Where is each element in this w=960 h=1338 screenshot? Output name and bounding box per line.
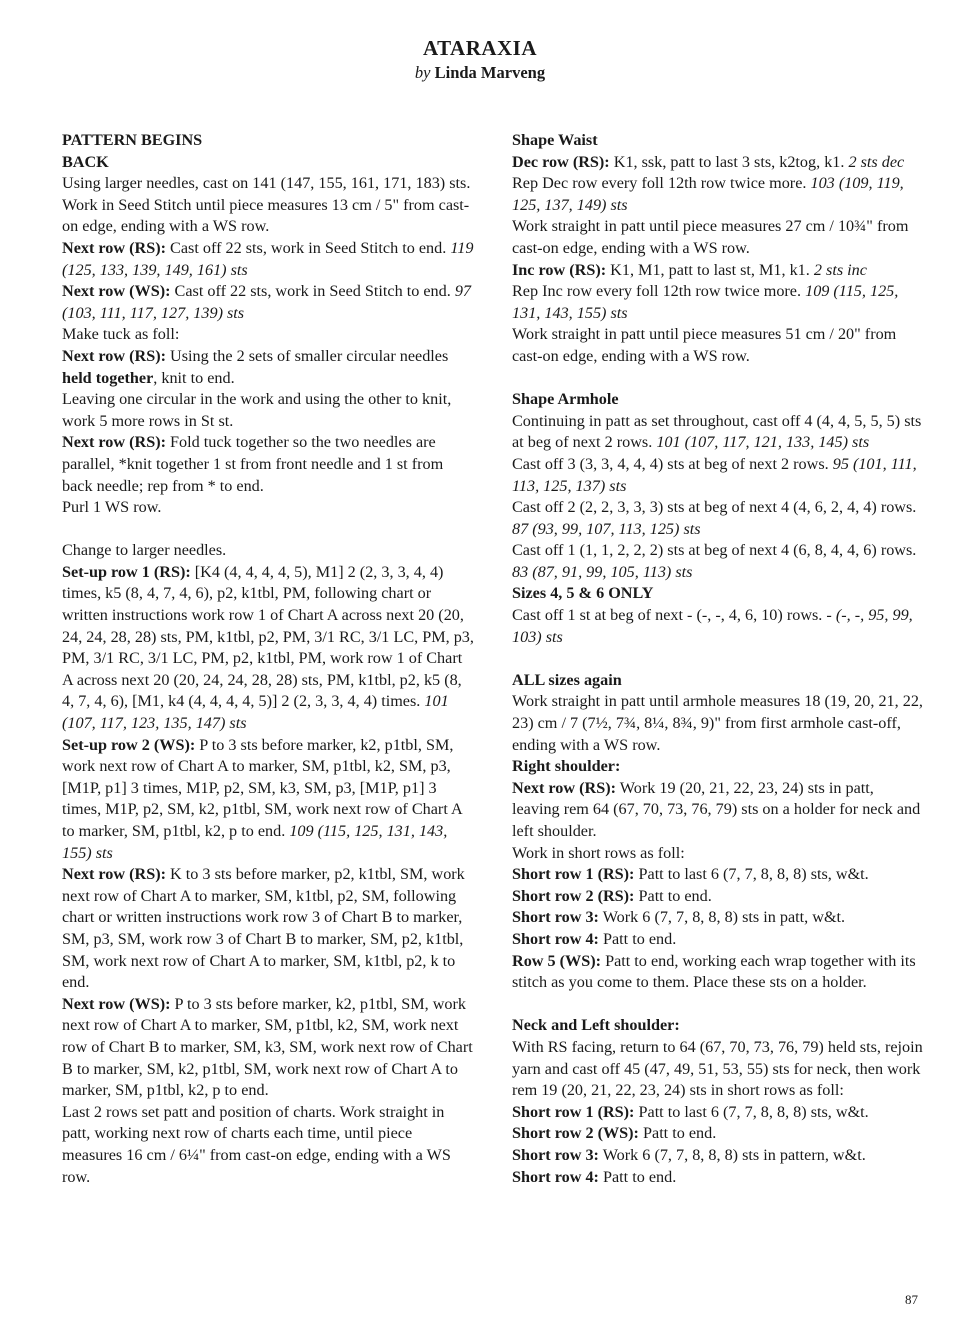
spacer xyxy=(62,519,474,541)
section-heading-right-shoulder: Right shoulder: xyxy=(512,757,621,776)
instruction: Short row 1 (RS): Patt to last 6 (7, 7, 8, 8, 8) sts, w&t. xyxy=(512,865,869,884)
instruction: Cast off 3 (3, 3, 4, 4, 4) sts at beg of next 2 rows. 95 (101, 111, 113, 125, 137) sts xyxy=(512,454,917,495)
page-number: 87 xyxy=(905,1292,918,1307)
instruction: Using larger needles, cast on 141 (147, 155, 161, 171, 183) sts. xyxy=(62,174,471,193)
instruction: Dec row (RS): K1, ssk, patt to last 3 sts, k2tog, k1. 2 sts dec xyxy=(512,152,905,171)
right-column xyxy=(512,130,924,1188)
section-heading-back: BACK xyxy=(62,152,109,171)
instruction: With RS facing, return to 64 (67, 70, 73, 76, 79) held sts, rejoin yarn and cast off 45 (47, 49, 51, 53, 55) sts for neck, then work rem 19 (20, 21, 22, 23, 24) sts in short rows as foll: xyxy=(512,1037,923,1100)
instruction: Work in short rows as foll: xyxy=(512,843,685,862)
spacer xyxy=(512,368,924,390)
author-name: Linda Marveng xyxy=(434,63,546,82)
instruction: Work straight in patt until armhole measures 18 (19, 20, 21, 22, 23) cm / 7 (7½, 7¾, 8¼, 8¾, 9)" from first armhole cast-off, ending with a WS row. xyxy=(512,692,923,754)
byline-by: by xyxy=(414,63,431,82)
byline xyxy=(0,63,960,83)
instruction: Work in Seed Stitch until piece measures 13 cm / 5" from cast-on edge, ending with a WS row. xyxy=(62,195,470,236)
instruction: Make tuck as foll: xyxy=(62,325,180,344)
instruction: Short row 1 (RS): Patt to last 6 (7, 7, 8, 8, 8) sts, w&t. xyxy=(512,1102,869,1121)
instruction: Next row (WS): P to 3 sts before marker, k2, p1tbl, SM, work next row of Chart A to marker, SM, p1tbl, k2, SM, work next row of Chart B to marker, SM, k3, SM, work next row of Chart B to marker, SM, k2, p1tbl, SM, work next row of Chart A to marker, SM, p1tbl, k2, p to end. xyxy=(62,994,473,1100)
instruction: Short row 4: Patt to end. xyxy=(512,1167,677,1186)
instruction: Inc row (RS): K1, M1, patt to last st, M1, k1. 2 sts inc xyxy=(512,260,867,279)
instruction: Leaving one circular in the work and using the other to knit, work 5 more rows in St st. xyxy=(62,390,452,430)
instruction: Set-up row 1 (RS): [K4 (4, 4, 4, 4, 5), M1] 2 (2, 3, 3, 4, 4) times, k5 (8, 4, 7, 4, 6), p2, k1tbl, PM, following chart or written instructions work row 1 of Chart A across next 20 (20, 24, 24, 28, 28) sts, PM, k1tbl, p2, PM, 3/1 RC, 3/1 LC, PM, p3, PM, 3/1 RC, 3/1 LC, PM, p2, k1tbl, PM, work row 1 of Chart A across next 20 (20, 24, 24, 28, 28) sts, PM, k1tbl, p2, k5 (8, 4, 7, 4, 6), [M1, k4 (4, 4, 4, 4, 5)] 2 (2, 3, 3, 4, 4) times. 101 (107, 117, 123, 135, 147) sts xyxy=(62,562,474,733)
instruction: Next row (RS): Cast off 22 sts, work in Seed Stitch to end. 119 (125, 133, 139, 149, 161) sts xyxy=(62,238,474,279)
instruction: Next row (RS): Using the 2 sets of smaller circular needles held together, knit to end. xyxy=(62,346,449,387)
instruction: Work straight in patt until piece measures 27 cm / 10¾" from cast-on edge, ending with a WS row. xyxy=(512,217,909,257)
instruction: Next row (RS): Fold tuck together so the two needles are parallel, *knit together 1 st from front needle and 1 st from back needle; rep from * to end. xyxy=(62,433,444,495)
instruction: Short row 3: Work 6 (7, 7, 8, 8, 8) sts in patt, w&t. xyxy=(512,908,846,927)
pattern-header xyxy=(0,36,960,83)
instruction: Next row (RS): K to 3 sts before marker, p2, k1tbl, SM, work next row of Chart A to marker, SM, k1tbl, p2, SM, following chart or written instructions work row 3 of Chart B to marker, SM, p3, SM, work row 3 of Chart B to marker, SM, p2, k1tbl, SM, work next row of Chart A to marker, SM, k1tbl, p2, k to end. xyxy=(62,865,465,992)
instruction: Continuing in patt as set throughout, cast off 4 (4, 4, 5, 5, 5) sts at beg of next 2 rows. 101 (107, 117, 121, 133, 145) sts xyxy=(512,411,922,452)
spacer xyxy=(512,648,924,670)
section-heading-neck-left-shoulder: Neck and Left shoulder: xyxy=(512,1016,680,1035)
section-heading-shape-waist: Shape Waist xyxy=(512,131,598,149)
section-heading-shape-armhole: Shape Armhole xyxy=(512,390,619,409)
instruction: Cast off 1 st at beg of next - (-, -, 4, 6, 10) rows. - (-, -, 95, 99, 103) sts xyxy=(512,606,913,646)
section-heading-sizes-4-5-6: Sizes 4, 5 & 6 ONLY xyxy=(512,584,654,603)
section-heading-pattern-begins: PATTERN BEGINS xyxy=(62,131,203,149)
left-column xyxy=(62,130,474,1188)
instruction: Purl 1 WS row. xyxy=(62,498,162,517)
instruction: Cast off 2 (2, 2, 3, 3, 3) sts at beg of next 4 (4, 6, 2, 4, 4) rows. 87 (93, 99, 107, 113, 125) sts xyxy=(512,498,917,538)
instruction: Cast off 1 (1, 1, 2, 2, 2) sts at beg of next 4 (6, 8, 4, 4, 6) rows. 83 (87, 91, 99, 105, 113) sts xyxy=(512,541,917,581)
instruction: Rep Inc row every foll 12th row twice more. 109 (115, 125, 131, 143, 155) sts xyxy=(512,282,899,322)
instruction: Short row 2 (WS): Patt to end. xyxy=(512,1124,717,1143)
spacer xyxy=(512,994,924,1016)
instruction: Last 2 rows set patt and position of charts. Work straight in patt, working next row of charts each time, until piece measures 16 cm / 6¼" from cast-on edge, ending with a WS row. xyxy=(62,1102,451,1186)
instruction: Change to larger needles. xyxy=(62,541,227,560)
instruction: Short row 4: Patt to end. xyxy=(512,929,677,948)
instruction: Next row (WS): Cast off 22 sts, work in Seed Stitch to end. 97 (103, 111, 117, 127, 139) sts xyxy=(62,282,472,322)
section-heading-all-sizes: ALL sizes again xyxy=(512,670,622,689)
instruction: Short row 2 (RS): Patt to end. xyxy=(512,886,712,905)
instruction: Short row 3: Work 6 (7, 7, 8, 8, 8) sts in pattern, w&t. xyxy=(512,1145,866,1164)
instruction: Work straight in patt until piece measures 51 cm / 20" from cast-on edge, ending with a WS row. xyxy=(512,325,897,365)
instruction: Row 5 (WS): Patt to end, working each wrap together with its stitch as you come to them. Place these sts on a holder. xyxy=(512,951,916,992)
instruction: Set-up row 2 (WS): P to 3 sts before marker, k2, p1tbl, SM, work next row of Chart A to marker, SM, p1tbl, k2, SM, p3, [M1P, p1] 3 times, M1P, p2, SM, k3, SM, p3, [M1P, p1] 3 times, M1P, p2, SM, k2, p1tbl, SM, work next row of Chart A to marker, SM, p1tbl, k2, p to end. 109 (115, 125, 131, 143, 155) sts xyxy=(62,735,462,862)
pattern-title: ATARAXIA xyxy=(422,36,538,60)
instruction: Next row (RS): Work 19 (20, 21, 22, 23, 24) sts in patt, leaving rem 64 (67, 70, 73, 76, 79) sts on a holder for neck and left shoulder. xyxy=(512,778,921,840)
instruction: Rep Dec row every foll 12th row twice more. 103 (109, 119, 125, 137, 149) sts xyxy=(512,174,904,214)
